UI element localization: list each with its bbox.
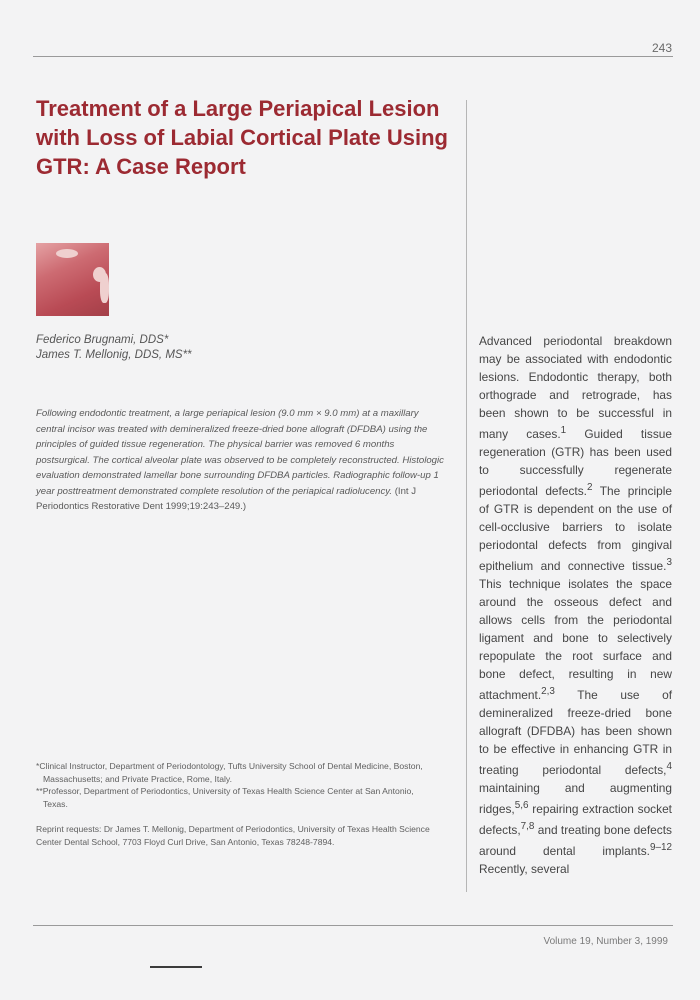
author-name: James T. Mellonig, DDS, MS** [36,349,192,361]
body-segment: and treating bone defects around dental implants. [479,822,672,858]
abstract [36,406,448,515]
reprint-requests: Reprint requests: Dr James T. Mellonig, Department of Periodontics, University of Texas Health Science Center Dental School, 7703 Floyd Curl Drive, San Antonio, Texas 78248-7894. [36,824,430,847]
body-segment: Recently, several [479,861,570,876]
body-text [479,332,672,878]
author-name: Federico Brugnami, DDS* [36,334,169,346]
footnote: **Professor, Department of Periodontics, University of Texas Health Science Center at San Antonio, Texas. [36,786,414,809]
author-footnotes [36,760,436,849]
reference-marker: 9–12 [649,841,672,853]
histology-thumbnail-icon [36,243,109,316]
body-segment: The use of demineralized freeze-dried bone allograft (DFDBA) has been shown to be effective in enhancing GTR in treating periodontal defects, [479,687,672,777]
bottom-rule [33,925,673,926]
reference-marker: 7,8 [520,820,535,832]
reference-marker: 1 [560,425,567,436]
body-segment: maintaining and augmenting ridges, [479,780,672,816]
reference-marker: 4 [666,760,672,772]
author-list [36,333,192,363]
top-rule [33,56,673,57]
body-segment: repairing extraction socket defects, [479,801,672,837]
reference-marker: 3 [666,556,672,568]
footnote: *Clinical Instructor, Department of Periodontology, Tufts University School of Dental Medicine, Boston, Massachusetts; and Private Practice, Rome, Italy. [36,761,423,784]
page-number: 243 [651,41,672,55]
journal-issue: Volume 19, Number 3, 1999 [543,936,668,947]
article-title: Treatment of a Large Periapical Lesion with Loss of Labial Cortical Plate Using GTR: A Case Report [36,96,448,179]
body-segment: The principle of GTR is dependent on the use of cell-occlusive barriers to isolate periodontal defects from gingival epithelium and connective tissue. [479,483,672,573]
body-segment: Guided tissue regeneration (GTR) has been used to successfully regenerate periodontal defects. [479,426,672,498]
column-divider [466,100,467,892]
reference-marker: 5,6 [514,799,529,811]
body-segment: Advanced periodontal breakdown may be associated with endodontic lesions. Endodontic therapy, both orthograde and retrograde, has been shown to be successful in many cases. [479,334,672,441]
body-segment: This technique isolates the space around the osseous defect and allows cells from the periodontal ligament and bone to selectively repopulate the root surface and bone defect, resulting in new attachment. [479,576,672,702]
reference-marker: 2 [586,481,593,493]
abstract-text: Following endodontic treatment, a large periapical lesion (9.0 mm × 9.0 mm) at a maxillary central incisor was treated with demineralized freeze-dried bone allograft (DFDBA) using the principles of guided tissue regeneration. The physical barrier was removed 6 months postsurgical. The cortical alveolar plate was observed to be completely reconstructed. Histologic evaluation demonstrated lamellar bone surrounding DFDBA particles. Radiographic follow-up 1 year posttreatment demonstrated complete resolution of the periapical radiolucency. [36,408,444,497]
citation: (Int J Periodontics Restorative Dent 1999;19:243–249.) [36,485,417,512]
scan-mark [150,966,202,968]
reference-marker: 2,3 [541,685,555,697]
